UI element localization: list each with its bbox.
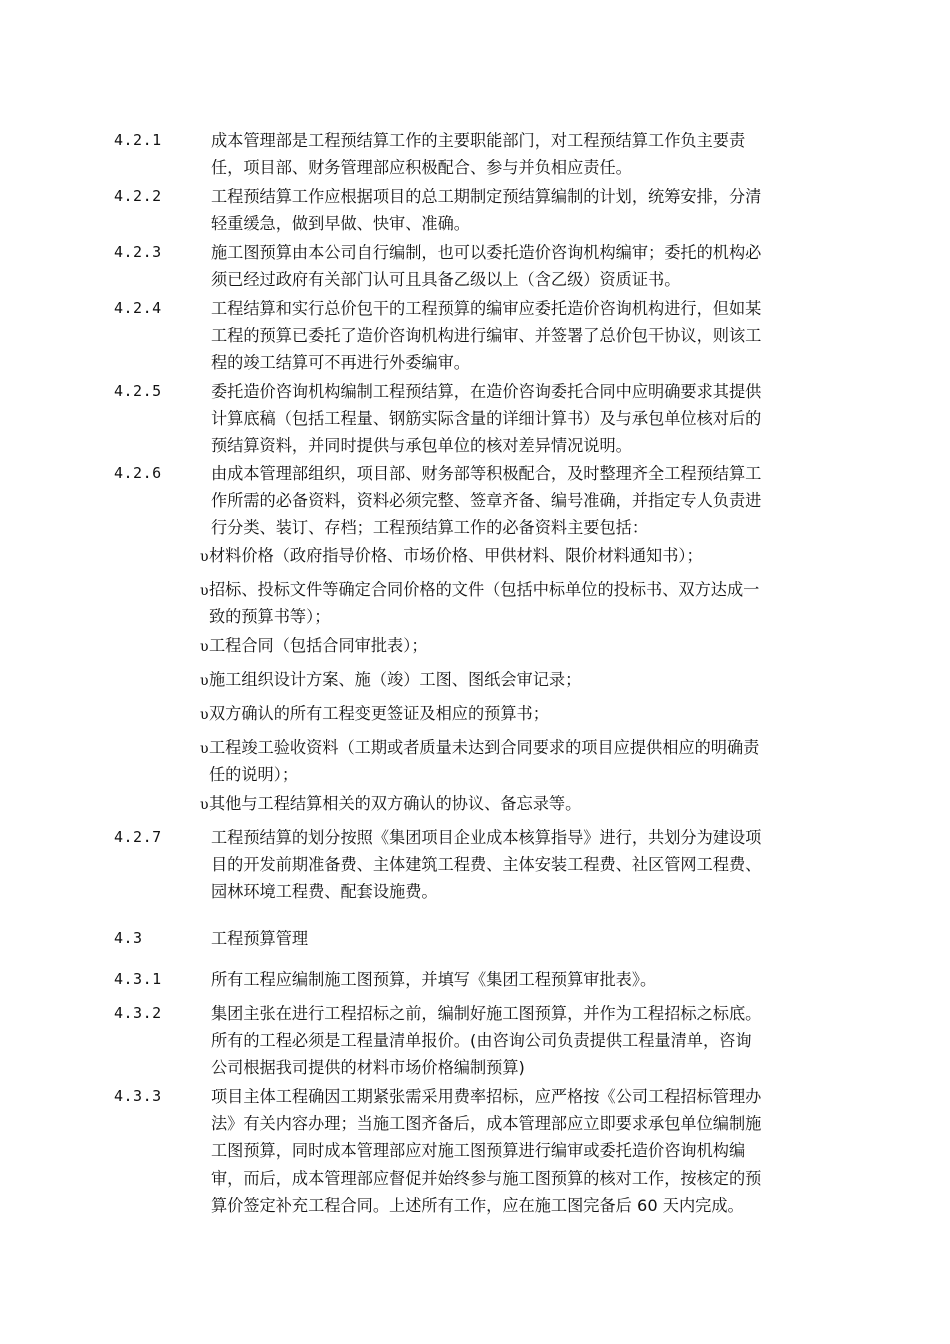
bullet-icon: υ <box>200 583 209 599</box>
clause-number: 4.2.1 <box>114 131 162 149</box>
bullet-text: 工程竣工验收资料（工期或者质量未达到合同要求的项目应提供相应的明确责 任的说明）； <box>209 738 760 785</box>
bullet-text: 工程合同（包括合同审批表）； <box>209 636 428 655</box>
clause-number: 4.3.1 <box>114 970 162 988</box>
section-title: 工程预算管理 <box>211 929 309 948</box>
clause-text: 集团主张在进行工程招标之前，编制好施工图预算，并作为工程招标之标底。 所有的工程必须是工程量清单报价。(由咨询公司负责提供工程量清单，咨询 公司根据我司提供的材料市场价格编制预算) <box>211 1004 762 1078</box>
clause-number: 4.2.4 <box>114 299 162 317</box>
bullet-icon: υ <box>200 673 209 689</box>
clause-number: 4.2.6 <box>114 464 162 482</box>
clause-text: 由成本管理部组织，项目部、财务部等积极配合，及时整理齐全工程预结算工 作所需的必备资料，资料必须完整、签章齐备、编号准确，并指定专人负责进 行分类、装订、存档；工程预结算工作的必备资料主要包括： <box>211 464 762 538</box>
clause-number: 4.3.3 <box>114 1087 162 1105</box>
clause-text: 委托造价咨询机构编制工程预结算，在造价咨询委托合同中应明确要求其提供 计算底稿（包括工程量、钢筋实际含量的详细计算书）及与承包单位核对后的 预结算资料，并同时提供与承包单位的核对差异情况说明。 <box>211 382 762 456</box>
bullet-icon: υ <box>200 741 209 757</box>
clause-text: 工程预结算的划分按照《集团项目企业成本核算指导》进行，共划分为建设项 目的开发前期准备费、主体建筑工程费、主体安装工程费、社区管网工程费、 园林环境工程费、配套设施费。 <box>211 828 762 902</box>
clause-number: 4.2.7 <box>114 828 162 846</box>
bullet-text: 双方确认的所有工程变更签证及相应的预算书； <box>209 704 549 723</box>
bullet-text: 其他与工程结算相关的双方确认的协议、备忘录等。 <box>209 794 582 813</box>
clause-number: 4.3.2 <box>114 1004 162 1022</box>
bullet-icon: υ <box>200 549 209 565</box>
clause-number: 4.2.2 <box>114 187 162 205</box>
clause-text: 施工图预算由本公司自行编制，也可以委托造价咨询机构编审；委托的机构必 须已经过政府有关部门认可且具备乙级以上（含乙级）资质证书。 <box>211 243 762 290</box>
bullet-text: 材料价格（政府指导价格、市场价格、甲供材料、限价材料通知书）； <box>209 546 703 565</box>
clause-text: 工程结算和实行总价包干的工程预算的编审应委托造价咨询机构进行，但如某 工程的预算已委托了造价咨询机构进行编审、并签署了总价包干协议，则该工 程的竣工结算可不再进行外委编审。 <box>211 299 762 373</box>
bullet-icon: υ <box>200 797 209 813</box>
clause-text: 工程预结算工作应根据项目的总工期制定预结算编制的计划，统筹安排，分清 轻重缓急，做到早做、快审、准确。 <box>211 187 762 234</box>
clause-number: 4.2.3 <box>114 243 162 261</box>
bullet-text: 施工组织设计方案、施（竣）工图、图纸会审记录； <box>209 670 582 689</box>
bullet-icon: υ <box>200 707 209 723</box>
bullet-icon: υ <box>200 639 209 655</box>
clause-text: 成本管理部是工程预结算工作的主要职能部门，对工程预结算工作负主要责 任，项目部、财务管理部应积极配合、参与并负相应责任。 <box>211 131 746 178</box>
section-number: 4.3 <box>114 929 143 947</box>
clause-text: 所有工程应编制施工图预算，并填写《集团工程预算审批表》。 <box>211 970 657 989</box>
clause-text: 项目主体工程确因工期紧张需采用费率招标，应严格按《公司工程招标管理办 法》有关内容办理；当施工图齐备后，成本管理部应立即要求承包单位编制施 工图预算，同时成本管理部应对施工图预算进行编审或委托造价咨询机构编 审，而后，成本管理部应督促并始终参与施工图预算的核对工作，按核定的预 算价签定补充工程合同。上述所有工作，应在施工图完备后 60 天内完成。 <box>211 1087 762 1215</box>
clause-number: 4.2.5 <box>114 382 162 400</box>
bullet-text: 招标、投标文件等确定合同价格的文件（包括中标单位的投标书、双方达成一 致的预算书等）； <box>209 580 760 627</box>
